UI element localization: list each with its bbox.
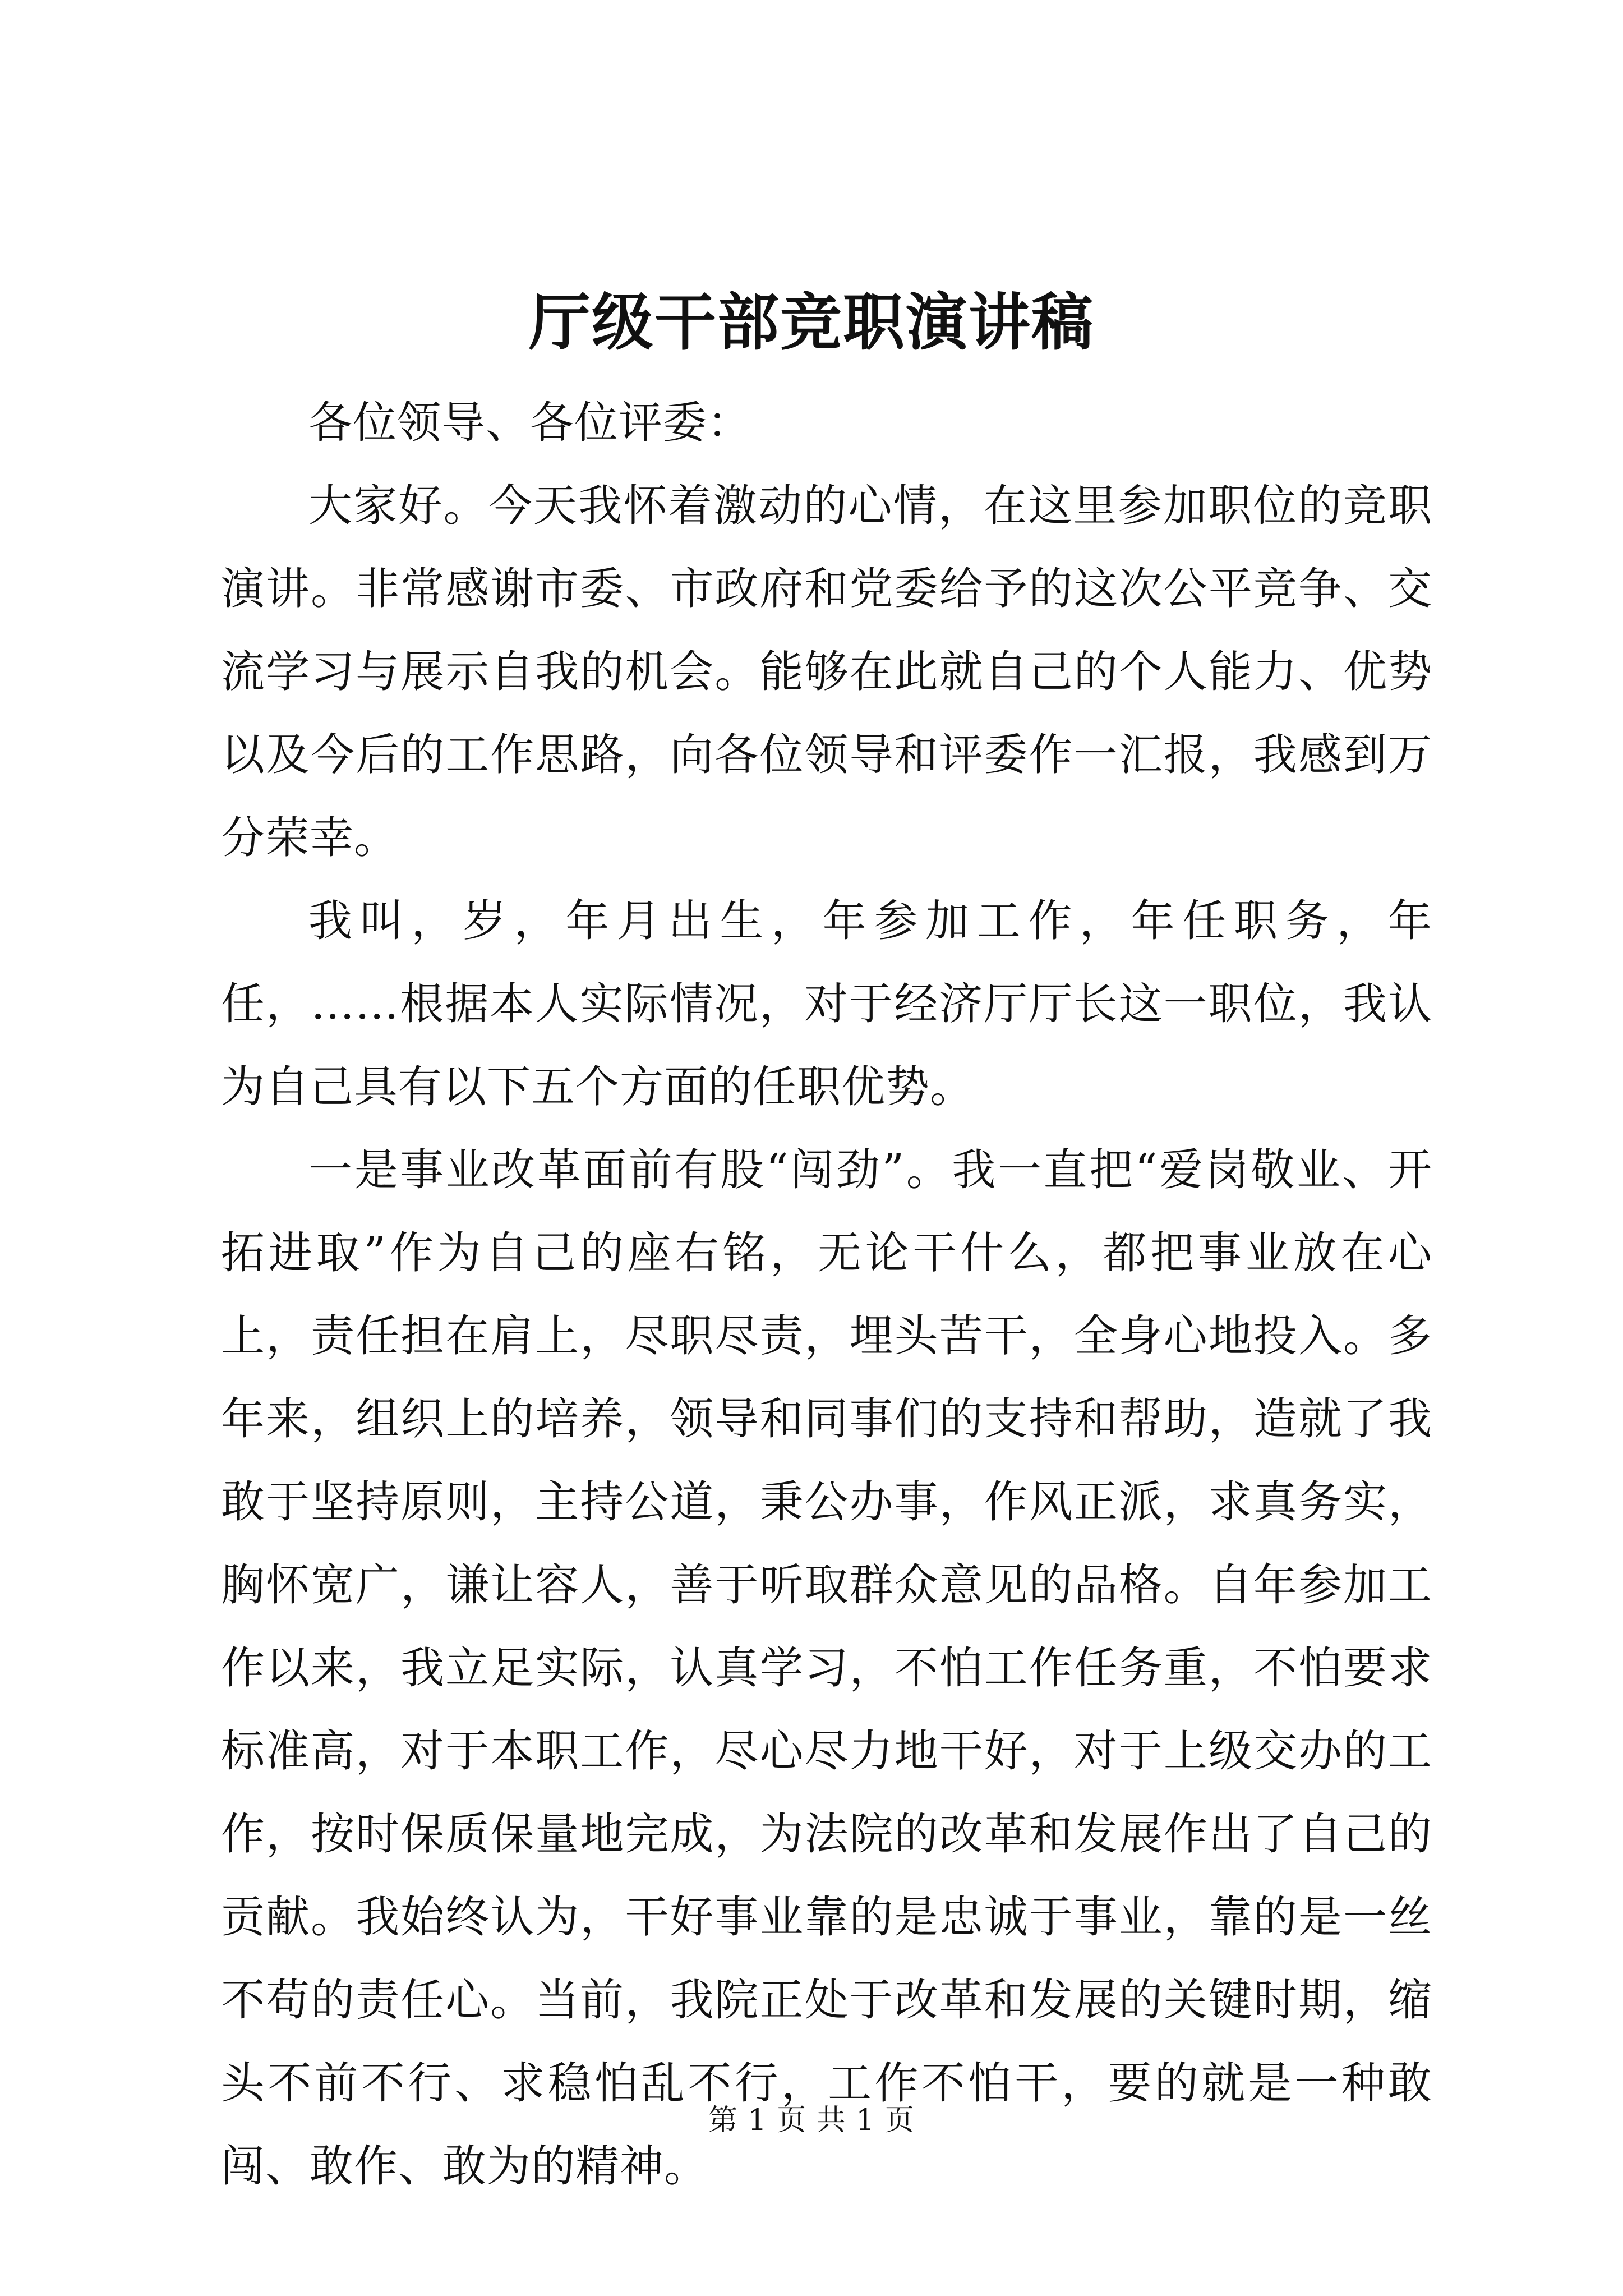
paragraph-greeting: 大家好。今天我怀着激动的心情，在这里参加职位的竞职演讲。非常感谢市委、市政府和党委给予的这次公平竞争、交流学习与展示自我的机会。能够在此就自己的个人能力、优势以及今后的工作思路，向各位领导和评委作一汇报，我感到万分荣幸。: [221, 481, 1432, 863]
document-body: [221, 381, 1432, 2208]
paragraph-advantage-one: 一是事业改革面前有股“闯劲”。我一直把“爱岗敬业、开拓进取”作为自己的座右铭，无论干什么，都把事业放在心上，责任担在肩上，尽职尽责，埋头苦干，全身心地投入。多年来，组织上的培养，领导和同事们的支持和帮助，造就了我敢于坚持原则，主持公道，秉公办事，作风正派，求真务实，胸怀宽广，谦让容人，善于听取群众意见的品格。自年参加工作以来，我立足实际，认真学习，不怕工作任务重，不怕要求标准高，对于本职工作，尽心尽力地干好，对于上级交办的工作，按时保质保量地完成，为法院的改革和发展作出了自己的贡献。我始终认为，干好事业靠的是忠诚于事业，靠的是一丝不苟的责任心。当前，我院正处于改革和发展的关键时期，缩头不前不行、求稳怕乱不行，工作不怕干，要的就是一种敢闯、敢作、敢为的精神。: [221, 1145, 1432, 2192]
paragraph-salutation: 各位领导、各位评委：: [308, 398, 752, 448]
page-number-footer: 第 1 页 共 1 页: [708, 2104, 915, 2137]
document-title: 厅级干部竞职演讲稿: [529, 286, 1094, 358]
paragraph-self-introduction: 我叫，岁，年月出生，年参加工作，年任职务，年任，……根据本人实际情况，对于经济厅厅长这一职位，我认为自己具有以下五个方面的任职优势。: [221, 896, 1432, 1112]
